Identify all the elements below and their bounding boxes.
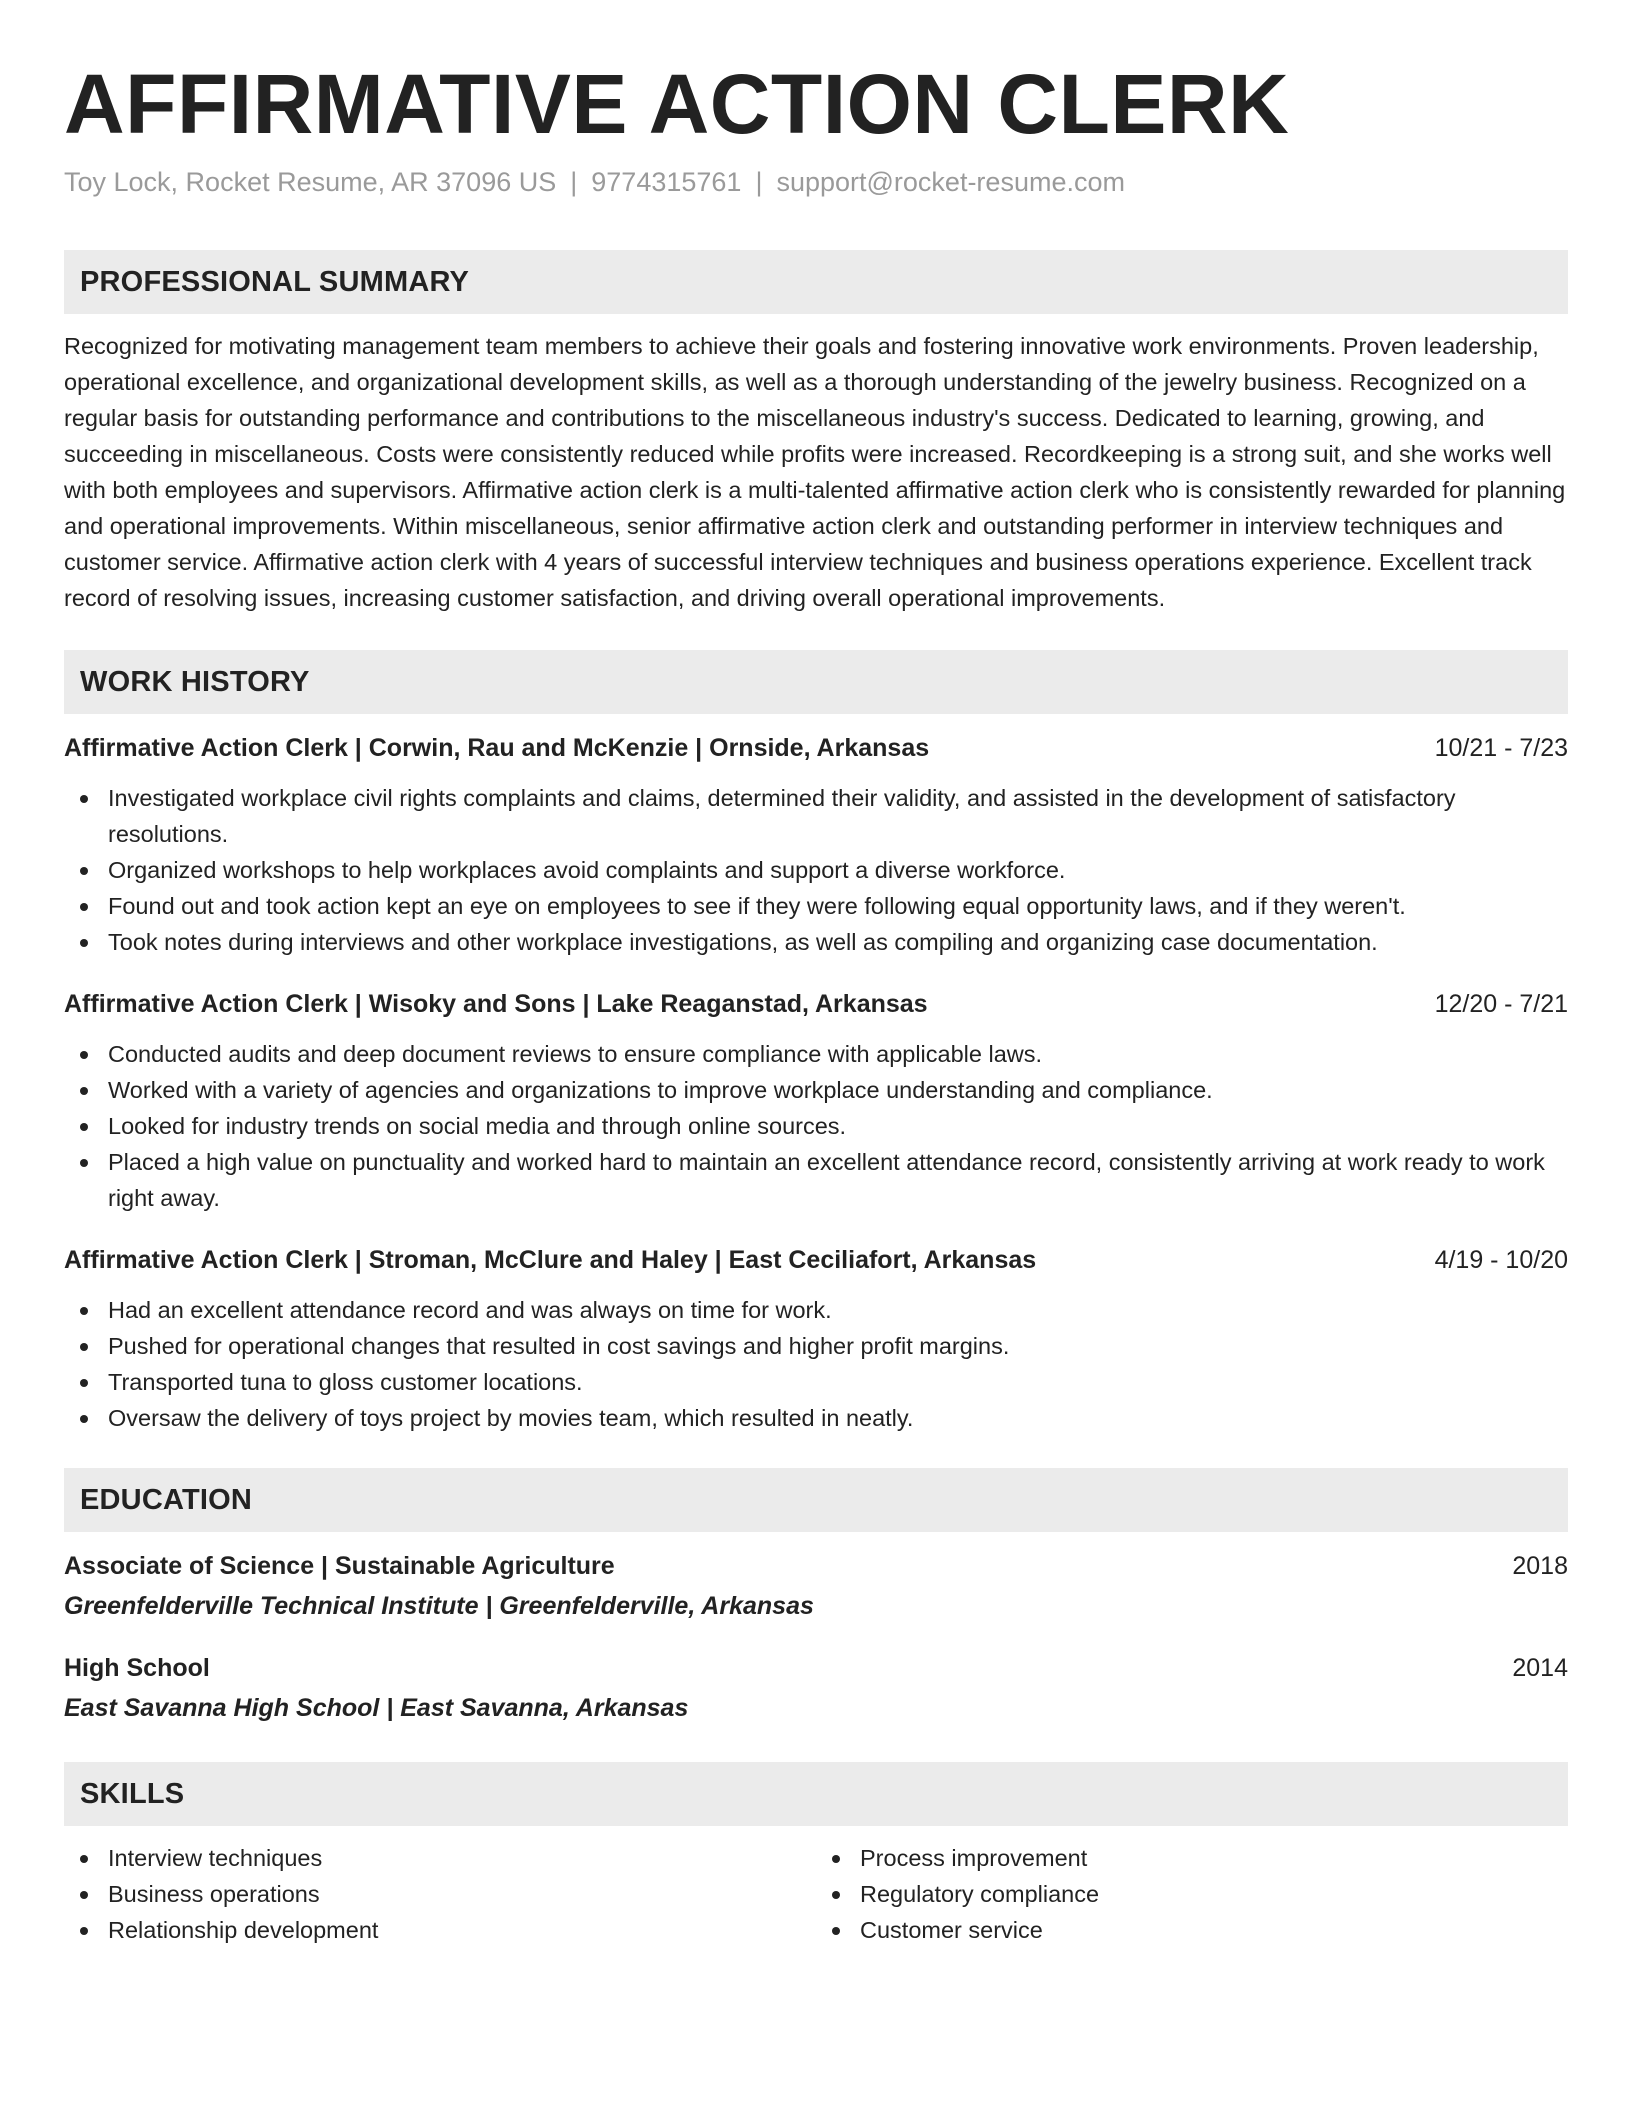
skill-text: Process improvement [860,1845,1088,1871]
job-bullet-list [64,1036,1568,1216]
skill-item [860,1840,1568,1876]
bullet-dot-icon [80,1087,88,1095]
job-bullet-text: Organized workshops to help workplaces avoid complaints and support a diverse workforce. [108,857,1066,883]
job-bullet-text: Took notes during interviews and other workplace investigations, as well as compiling and organizing case documentation. [108,929,1378,955]
summary-text: Recognized for motivating management team members to achieve their goals and fostering innovative work environments. Proven leadership, operational excellence, and organizational development skills, as well as a thorough understanding of the jewelry business. Recognized on a regular basis for outstanding performance and contributions to the miscellaneous industry's success. Dedicated to learning, growing, and succeeding in miscellaneous. Costs were consistently reduced while profits were increased. Recordkeeping is a strong suit, and she works well with both employees and supervisors. Affirmative action clerk is a multi-talented affirmative action clerk who is consistently rewarded for planning and operational improvements. Within miscellaneous, senior affirmative action clerk and outstanding performer in interview techniques and customer service. Affirmative action clerk with 4 years of successful interview techniques and business operations experience. Excellent track record of resolving issues, increasing customer satisfaction, and driving overall operational improvements. [64,333,1566,611]
bullet-dot-icon [80,1855,88,1863]
bullet-dot-icon [80,1891,88,1899]
job-bullet [108,1144,1568,1216]
skill-text: Regulatory compliance [860,1881,1100,1907]
bullet-dot-icon [80,939,88,947]
job-bullet [108,780,1568,852]
bullet-dot-icon [80,1415,88,1423]
job-entry [64,730,1568,960]
contact-separator: | [570,167,578,197]
bullet-dot-icon [80,1343,88,1351]
bullet-dot-icon [80,903,88,911]
bullet-dot-icon [80,1379,88,1387]
job-entry [64,1242,1568,1436]
job-bullet-text: Conducted audits and deep document reviews to ensure compliance with applicable laws. [108,1041,1043,1067]
bullet-dot-icon [80,1051,88,1059]
job-bullet-text: Oversaw the delivery of toys project by movies team, which resulted in neatly. [108,1405,914,1431]
job-bullet-text: Transported tuna to gloss customer locations. [108,1369,583,1395]
job-bullet [108,924,1568,960]
skills-section-header [64,1762,1568,1826]
job-bullet [108,852,1568,888]
job-bullet-text: Found out and took action kept an eye on employees to see if they were following equal opportunity laws, and if they weren't. [108,893,1406,919]
job-bullet-text: Placed a high value on punctuality and worked hard to maintain an excellent attendance record, consistently arriving at work ready to work right away. [108,1149,1545,1211]
contact-line [64,164,1568,200]
education-heading: EDUCATION [80,1483,253,1516]
job-bullet [108,1108,1568,1144]
job-bullet-list [64,1292,1568,1436]
skill-item [108,1912,816,1948]
work-heading: WORK HISTORY [80,665,310,698]
job-bullet [108,1292,1568,1328]
summary-heading: PROFESSIONAL SUMMARY [80,265,470,298]
job-title: Affirmative Action Clerk | Wisoky and Sons | Lake Reaganstad, Arkansas [64,990,928,1018]
contact-separator: | [755,167,763,197]
education-entry [64,1548,1568,1624]
job-bullet-text: Looked for industry trends on social media and through online sources. [108,1113,847,1139]
education-entry [64,1650,1568,1726]
job-bullet-text: Worked with a variety of agencies and organizations to improve workplace understanding and compliance. [108,1077,1213,1103]
job-bullet [108,1328,1568,1364]
job-title: Affirmative Action Clerk | Corwin, Rau and McKenzie | Ornside, Arkansas [64,734,930,762]
skills-list-right [816,1840,1568,1948]
job-bullet-text: Investigated workplace civil rights complaints and claims, determined their validity, and assisted in the development of satisfactory resolutions. [108,785,1456,847]
skill-item [108,1840,816,1876]
skill-item [860,1876,1568,1912]
education-year: 2014 [1512,1654,1568,1682]
skills-heading: SKILLS [80,1777,185,1810]
job-bullet [108,1036,1568,1072]
job-bullet-list [64,780,1568,960]
contact-email: support@rocket-resume.com [776,167,1125,197]
summary-section-header [64,250,1568,314]
job-entry [64,986,1568,1216]
bullet-dot-icon [832,1891,840,1899]
skill-text: Relationship development [108,1917,379,1943]
job-bullet [108,1364,1568,1400]
bullet-dot-icon [80,1123,88,1131]
bullet-dot-icon [80,1307,88,1315]
job-title: Affirmative Action Clerk | Stroman, McClure and Haley | East Ceciliafort, Arkansas [64,1246,1037,1274]
bullet-dot-icon [832,1927,840,1935]
bullet-dot-icon [80,1159,88,1167]
education-year: 2018 [1512,1552,1568,1580]
bullet-dot-icon [80,795,88,803]
education-school: Greenfelderville Technical Institute | Greenfelderville, Arkansas [64,1592,814,1620]
skill-item [860,1912,1568,1948]
job-bullet [108,1400,1568,1436]
education-degree: Associate of Science | Sustainable Agriculture [64,1552,615,1580]
education-school: East Savanna High School | East Savanna, Arkansas [64,1694,689,1722]
skills-list-left [64,1840,816,1948]
work-section-header [64,650,1568,714]
skill-text: Customer service [860,1917,1043,1943]
skills-columns [64,1840,1568,1948]
skill-item [108,1876,816,1912]
job-bullet-text: Had an excellent attendance record and was always on time for work. [108,1297,832,1323]
job-dates: 4/19 - 10/20 [1434,1246,1568,1274]
job-dates: 12/20 - 7/21 [1434,990,1568,1018]
bullet-dot-icon [832,1855,840,1863]
job-bullet [108,1072,1568,1108]
bullet-dot-icon [80,867,88,875]
contact-phone: 9774315761 [591,167,742,197]
skill-text: Business operations [108,1881,320,1907]
education-degree: High School [64,1654,210,1682]
education-section-header [64,1468,1568,1532]
candidate-name: AFFIRMATIVE ACTION CLERK [64,57,1290,151]
job-dates: 10/21 - 7/23 [1434,734,1568,762]
job-bullet-text: Pushed for operational changes that resulted in cost savings and higher profit margins. [108,1333,1010,1359]
skill-text: Interview techniques [108,1845,323,1871]
bullet-dot-icon [80,1927,88,1935]
job-bullet [108,888,1568,924]
contact-address: Toy Lock, Rocket Resume, AR 37096 US [64,167,557,197]
